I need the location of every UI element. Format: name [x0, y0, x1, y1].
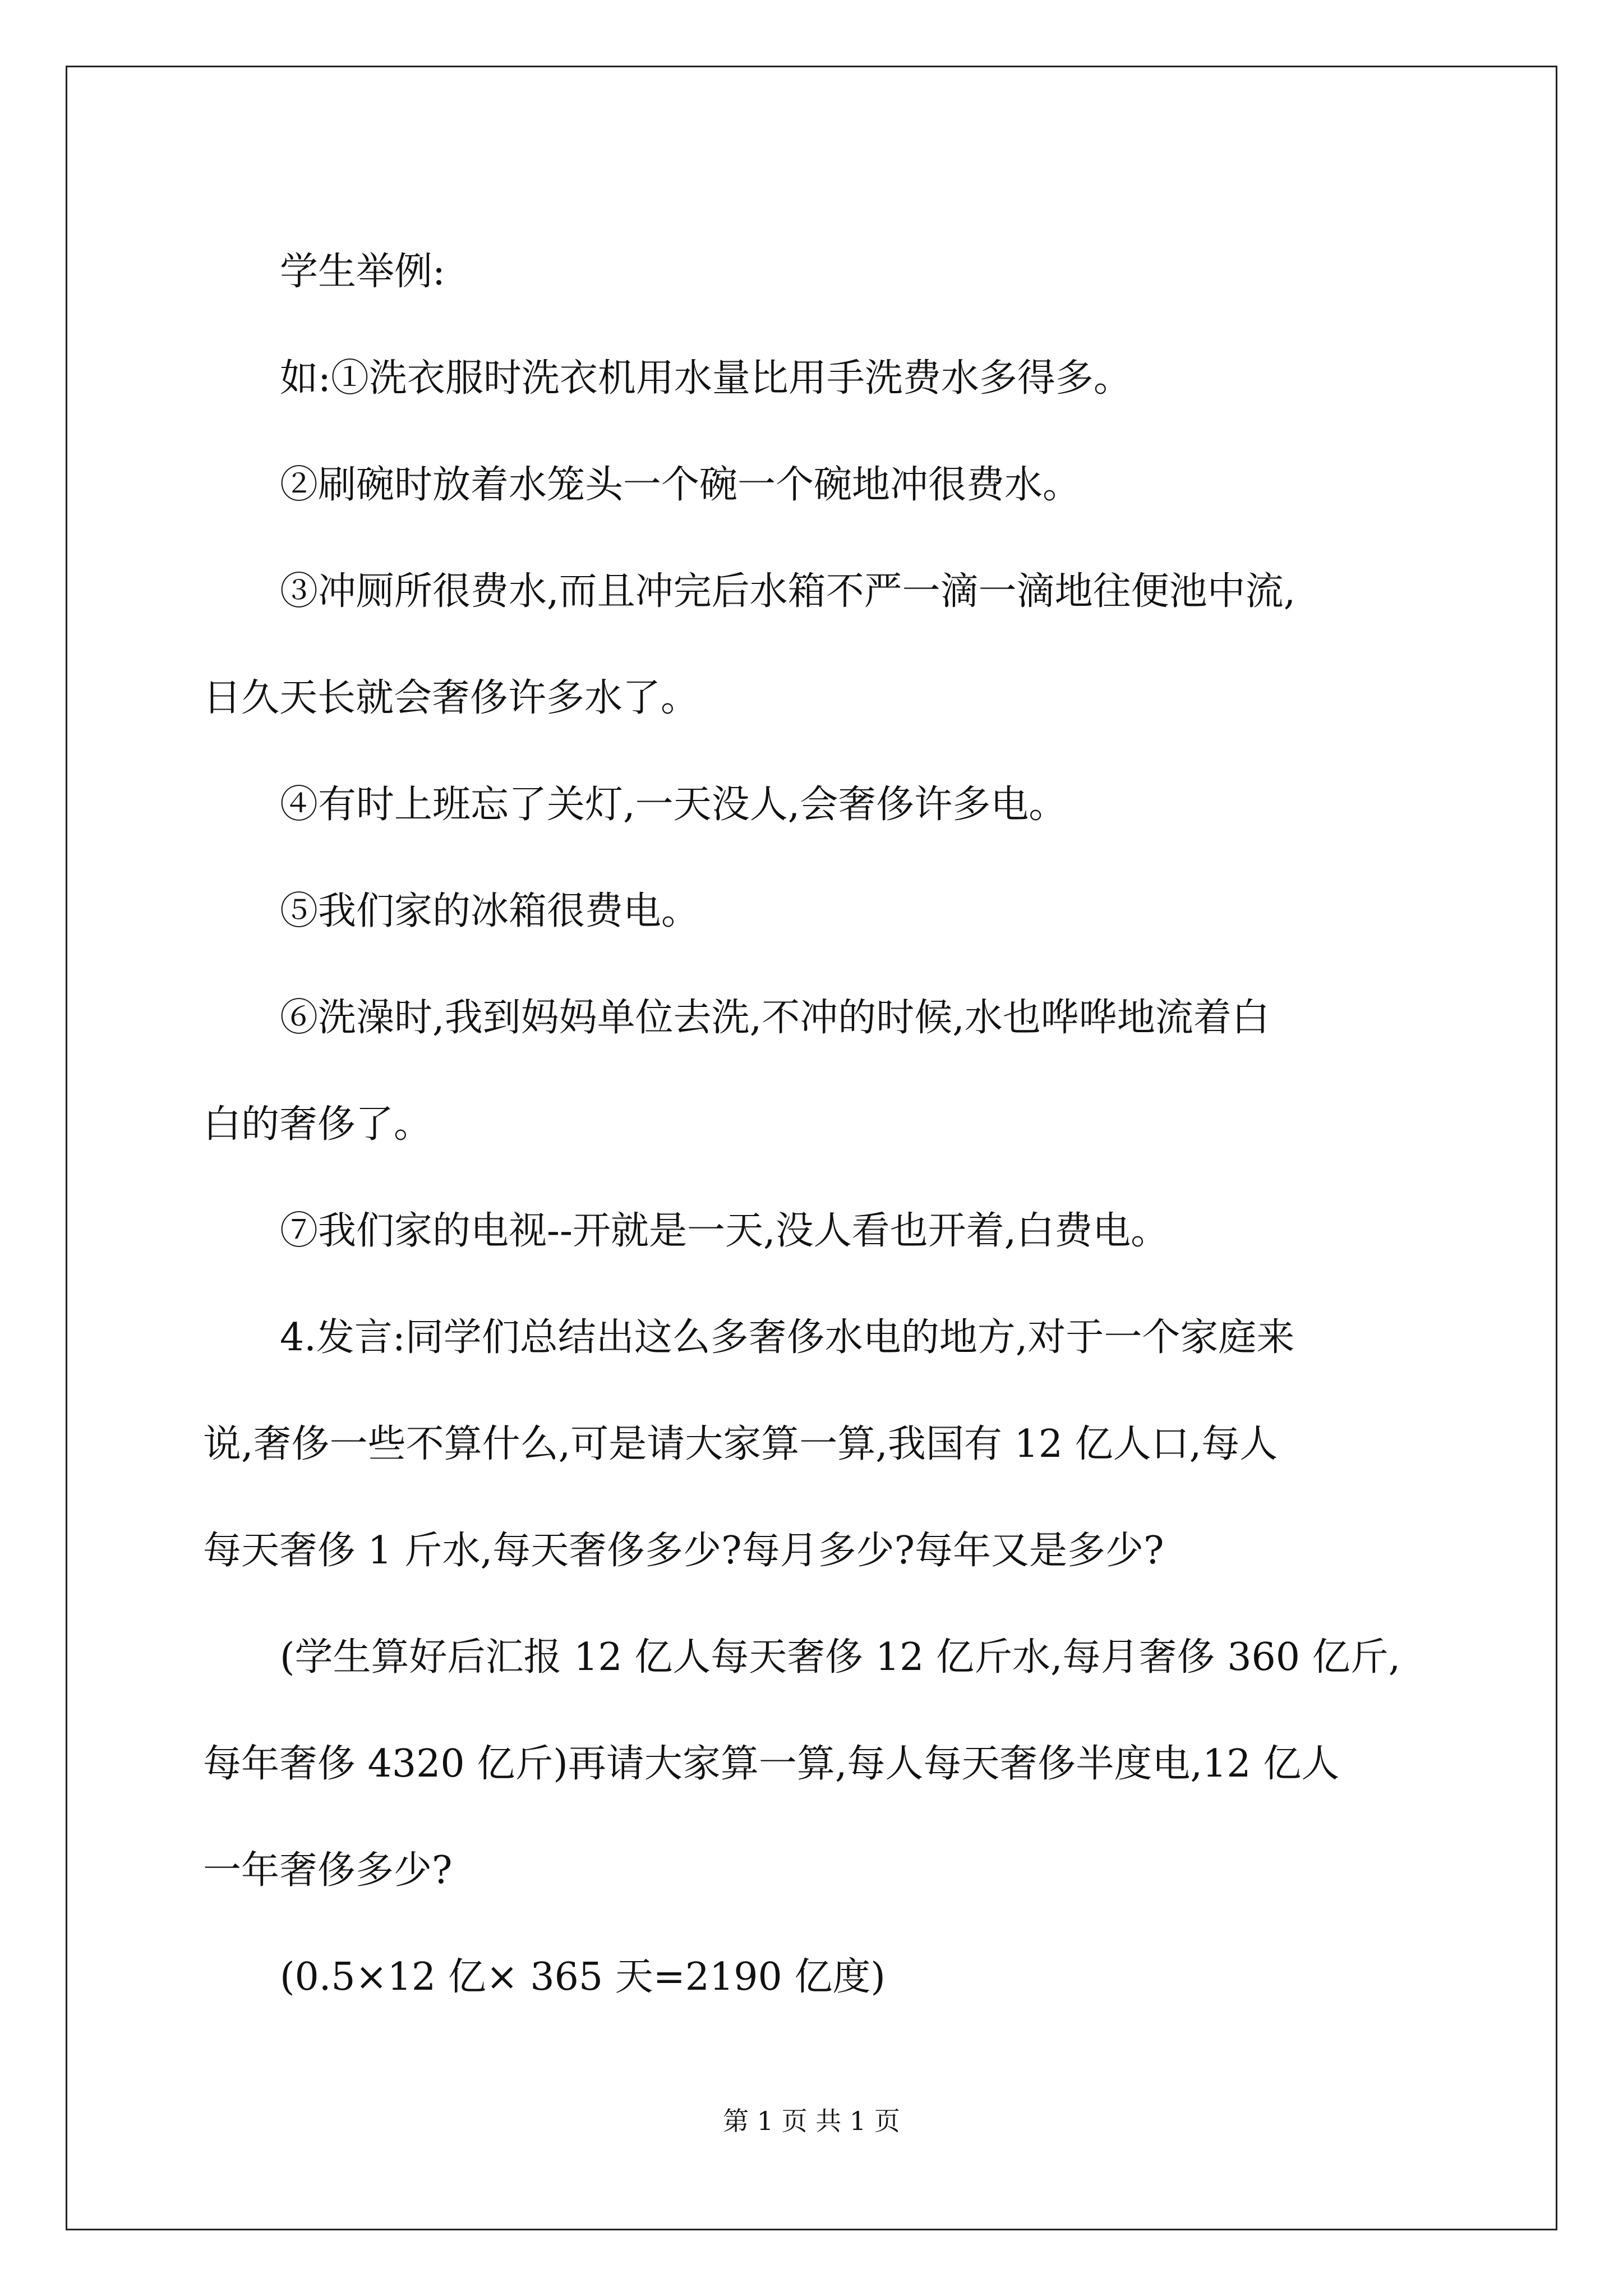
- text-line: ③冲厕所很费水,而且冲完后水箱不严一滴一滴地往便池中流,: [280, 569, 1296, 614]
- text-line: 如:①洗衣服时洗衣机用水量比用手洗费水多得多。: [280, 356, 1132, 401]
- text-line: 日久天长就会奢侈许多水了。: [203, 676, 699, 720]
- text-line: 一年奢侈多少?: [203, 1848, 453, 1893]
- text-line: ④有时上班忘了关灯,一天没人,会奢侈许多电。: [280, 783, 1067, 827]
- text-line: (学生算好后汇报 12 亿人每天奢侈 12 亿斤水,每月奢侈 360 亿斤,: [280, 1635, 1401, 1680]
- page-number-footer: 第 1 页 共 1 页: [723, 2106, 900, 2136]
- text-line: (0.5×12 亿× 365 天=2190 亿度): [280, 1955, 886, 1999]
- document-body: [203, 219, 1429, 2031]
- text-line: 每天奢侈 1 斤水,每天奢侈多少?每月多少?每年又是多少?: [203, 1529, 1164, 1573]
- text-line: 说,奢侈一些不算什么,可是请大家算一算,我国有 12 亿人口,每人: [203, 1422, 1278, 1466]
- text-line: ⑤我们家的冰箱很费电。: [280, 889, 700, 933]
- text-line: ⑥洗澡时,我到妈妈单位去洗,不冲的时候,水也哗哗地流着白: [280, 996, 1270, 1040]
- text-line: 白的奢侈了。: [203, 1102, 432, 1147]
- text-line: ⑦我们家的电视--开就是一天,没人看也开着,白费电。: [280, 1209, 1169, 1253]
- text-line: 4.发言:同学们总结出这么多奢侈水电的地方,对于一个家庭来: [280, 1315, 1295, 1360]
- text-line: 学生举例:: [280, 250, 445, 294]
- text-line: ②刷碗时放着水笼头一个碗一个碗地冲很费水。: [280, 463, 1081, 507]
- text-line: 每年奢侈 4320 亿斤)再请大家算一算,每人每天奢侈半度电,12 亿人: [203, 1742, 1340, 1786]
